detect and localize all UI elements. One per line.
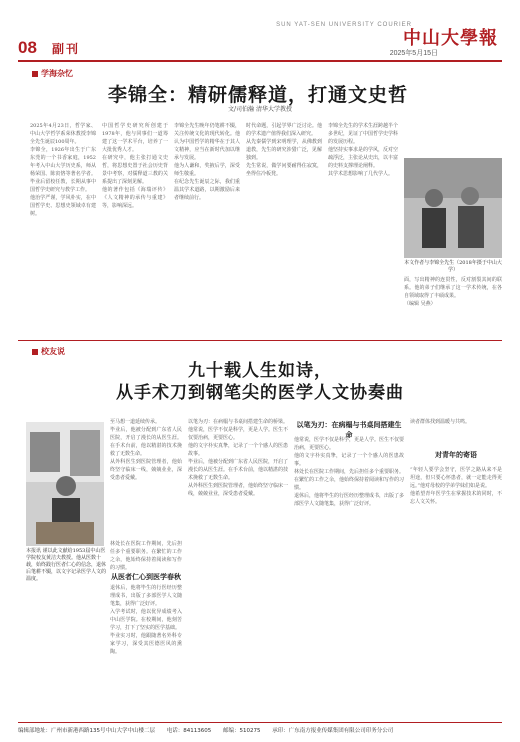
page-header	[0, 0, 520, 62]
article1-column-4: 时代命题，引起学界广泛讨论。他的学术遗产值得我们深入研究。 从先秦儒学到宋明理学，从佛教到道教，先生的研究涉猎广泛，见解独到。 先生常说，做学问要耐得住寂寞，坐得住冷板凳。	[246, 123, 322, 177]
article2-column-1c: 退休后，他将毕生的行医经历整理成书，出版了多部医学人文随笔集，获得广泛好评。 入学考试时，他以优异成绩考入中山医学院。在校期间，他刻苦学习，打下了坚实的医学基础。 毕业实习时，他跟随著名外科专家学习，深受其医德医风的熏陶。	[110, 585, 182, 655]
issue-date: 2025年5月15日	[389, 50, 438, 57]
article2-subhead-1: 以笔为刃：在病榻与书桌间搭建生命	[296, 420, 402, 439]
article2-column-1: 至马想一道延续传承。 毕业后，他被分配到广东省人民医院，开启了漫长的从医生涯。在手术台前，他以精湛的技术挽救了无数生命。 从外科医生到医院管理者，他始终坚守临床一线，兢兢业业，深受患者爱戴。	[110, 419, 182, 481]
article1-column-2: 中国哲学史研究所创建于1978年，他与同事们一道筹建了这一学术平台，培养了一大批优秀人才。 在研究中，他主张打通文史哲，将思想史置于社会历史背景中考察，对儒释道三教的关系提出了深刻见解。 他的著作包括《海瑞评传》《人文精神的承传与重建》等，影响深远。	[102, 123, 168, 209]
two-men-photo-image	[404, 158, 502, 258]
article1-photo	[404, 158, 502, 258]
footer-postcode: 邮编：510275	[223, 728, 261, 734]
portrait-photo-image	[26, 422, 104, 546]
article2-column-2: 以笔为刃：在病榻与书桌间搭建生命的桥梁。 他常说，医学不仅是科学，更是人学。医生不仅要治病，更要医心。 他的文字朴实真挚，记录了一个个感人的医患故事。 毕业后，他被分配到广东省人民医院，开启了漫长的从医生涯。在手术台前，他以精湛的技术挽救了无数生命。 从外科医生到医院管理者，他始终坚守临床一线，兢兢业业，深受患者爱戴。	[188, 419, 288, 497]
page-number: 08	[18, 38, 37, 57]
article2-column-1b: 林处长在医院工作期间，先后担任多个重要职务。在繁忙的工作之余，他始终保持着阅读和写作的习惯。	[110, 541, 182, 570]
article2-title-line2: 从手术刀到钢笔尖的医学人文协奏曲	[116, 383, 404, 403]
article2-column-4a: 读者群体找到温暖与共鸣。	[410, 419, 471, 425]
article1-column-6: 面，写出精神的连贯性，反对割裂其间的联系。他的弟子们继承了这一学术传统，在各自领域取得了丰硕成果。 （编辑 吴燕）	[404, 277, 502, 307]
article1-column-3: 李锦全先生晚年仍笔耕不辍，关注传统文化的现代转化。他认为中国哲学的精华在于其人文精神，应当在新时代加以继承与发展。 他为人谦和，奖掖后学，深受师生敬重。 在纪念先生诞辰之际，我们重温其学术道路，以期激励后来者继续前行。	[174, 123, 240, 201]
article2-subhead-2: 从医者仁心到医学春秋	[111, 572, 181, 581]
article2-photo	[26, 422, 104, 546]
article1-column-1: 2025年4月23日，哲学家、中山大学哲学系荣休教授李锦全先生诞辰100周年。 李锦全，1926年出生于广东东莞的一个书香家庭，1952年考入中山大学历史系，师从杨荣国、陈寅恪等著名学者。毕业后留校任教，长期从事中国哲学史研究与教学工作。 他治学严谨，学风朴实，在中国哲学史、思想史领域卓有建树。	[30, 123, 96, 217]
article2-subhead-3: 对青年的寄语	[435, 450, 477, 459]
article1-title: 李锦全：精研儒释道，打通文史哲	[107, 84, 408, 106]
masthead-english: SUN YAT-SEN UNIVERSITY COURIER	[276, 22, 412, 28]
article2-photo-caption: 本报讯 谨以此文献给1953届中山医学院校友黄洁夫教授。他从医数十载，始终践行医者仁心的信念，退休后笔耕不辍，以文字记录医学人文的温度。	[26, 548, 107, 582]
article1-photo-caption: 本文作者与李锦全先生（2018年摄于中山大学）	[404, 260, 502, 273]
footer-phone: 电话：84113605	[166, 728, 212, 734]
article2-title-line1: 九十载人生如诗，	[188, 361, 332, 381]
article1-column-5: 李锦全先生的学术生涯跨越半个多世纪，见证了中国哲学史学科的发展历程。 他坚持实事求是的学风，反对空疏浮泛，主张论从史出，以丰富的史料支撑理论阐释。 其学术思想影响了几代学人。	[328, 123, 398, 177]
article2-section-tag: 校友说	[32, 346, 65, 357]
masthead-logo: 中山大學報	[403, 28, 498, 49]
article1-byline: 文/司伯瀚 清华大学教授	[228, 106, 292, 113]
footer-printer: 承印：广东南方报业传媒集团有限公司印务分公司	[272, 728, 394, 734]
page-footer	[18, 722, 502, 734]
footer-address: 编辑部地址：广州市新港西路135号中山大学中山楼二层	[18, 728, 155, 734]
section-name: 副刊	[52, 42, 81, 56]
header-rule	[18, 60, 502, 62]
article2-column-4: “年轻人要学会坚守，医学之路从来不是坦途，但只要心怀患者，就一定能走得更远。”他对母校的学弟学妹们如是说。 他希望青年医学生在掌握技术的同时，不忘人文关怀。	[410, 467, 502, 505]
article1-section-tag: 学海杂忆	[32, 68, 73, 79]
section-divider	[18, 340, 502, 341]
article2-column-3: 他常说，医学不仅是科学，更是人学。医生不仅要治病，更要医心。 他的文字朴实真挚，记录了一个个感人的医患故事。 林处长在医院工作期间，先后担任多个重要职务。在繁忙的工作之余，他始终保持着阅读和写作的习惯。 退休后，他将毕生的行医经历整理成书，出版了多部医学人文随笔集，获得广泛好评。	[294, 437, 404, 507]
